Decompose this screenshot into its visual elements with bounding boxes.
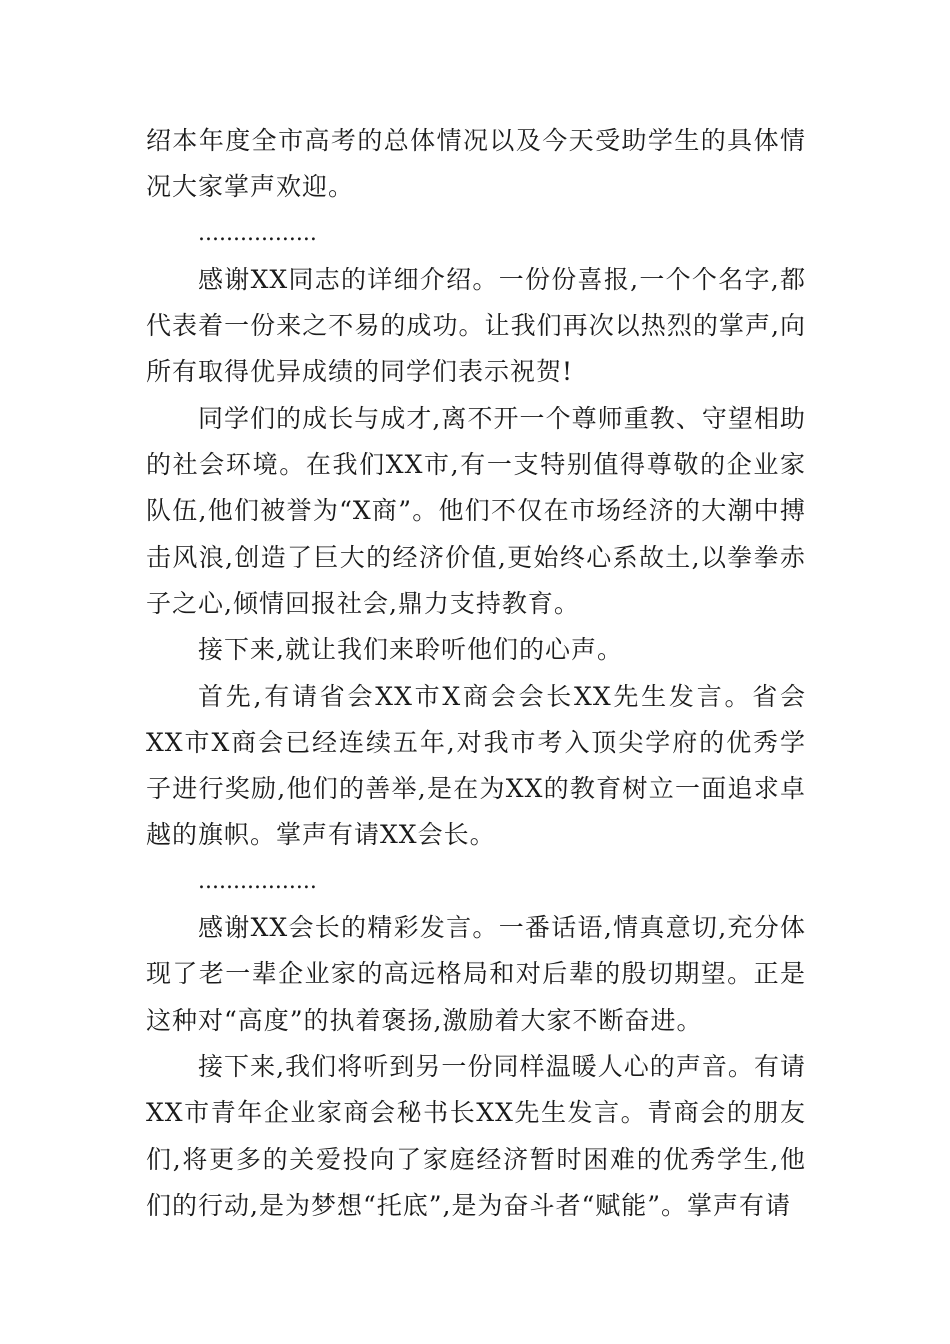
paragraph-second-speaker: 接下来,我们将听到另一份同样温暖人心的声音。有请XX市青年企业家商会秘书长XX先生发言。青商会的朋友们,将更多的关爱投向了家庭经济暂时困难的优秀学生,他们的行动,是为梦想“托底”,是为奋斗者“赋能”。掌声有请	[146, 1051, 806, 1220]
paragraph-thanks-introduction: 感谢XX同志的详细介绍。一份份喜报,一个个名字,都代表着一份来之不易的成功。让我们再次以热烈的掌声,向所有取得优异成绩的同学们表示祝贺!	[146, 264, 806, 387]
ellipsis-separator: .................	[198, 868, 317, 894]
paragraph-entrepreneurs: 同学们的成长与成才,离不开一个尊师重教、守望相助的社会环境。在我们XX市,有一支特别值得尊敬的企业家队伍,他们被誉为“X商”。他们不仅在市场经济的大潮中搏击风浪,创造了巨大的经济价值,更始终心系故土,以拳拳赤子之心,倾情回报社会,鼎力支持教育。	[146, 403, 806, 618]
ellipsis-separator: .................	[198, 220, 317, 246]
document-body	[146, 118, 806, 1229]
paragraph-first-speaker: 首先,有请省会XX市X商会会长XX先生发言。省会XX市X商会已经连续五年,对我市考入顶尖学府的优秀学子进行奖励,他们的善举,是在为XX的教育树立一面追求卓越的旗帜。掌声有请XX会长。	[146, 681, 806, 850]
paragraph-continuation: 绍本年度全市高考的总体情况以及今天受助学生的具体情况大家掌声欢迎。	[146, 126, 806, 202]
paragraph-listen-voices: 接下来,就让我们来聆听他们的心声。	[198, 635, 623, 665]
paragraph-thanks-president: 感谢XX会长的精彩发言。一番话语,情真意切,充分体现了老一辈企业家的高远格局和对后辈的殷切期望。正是这种对“高度”的执着褒扬,激励着大家不断奋进。	[146, 913, 806, 1035]
